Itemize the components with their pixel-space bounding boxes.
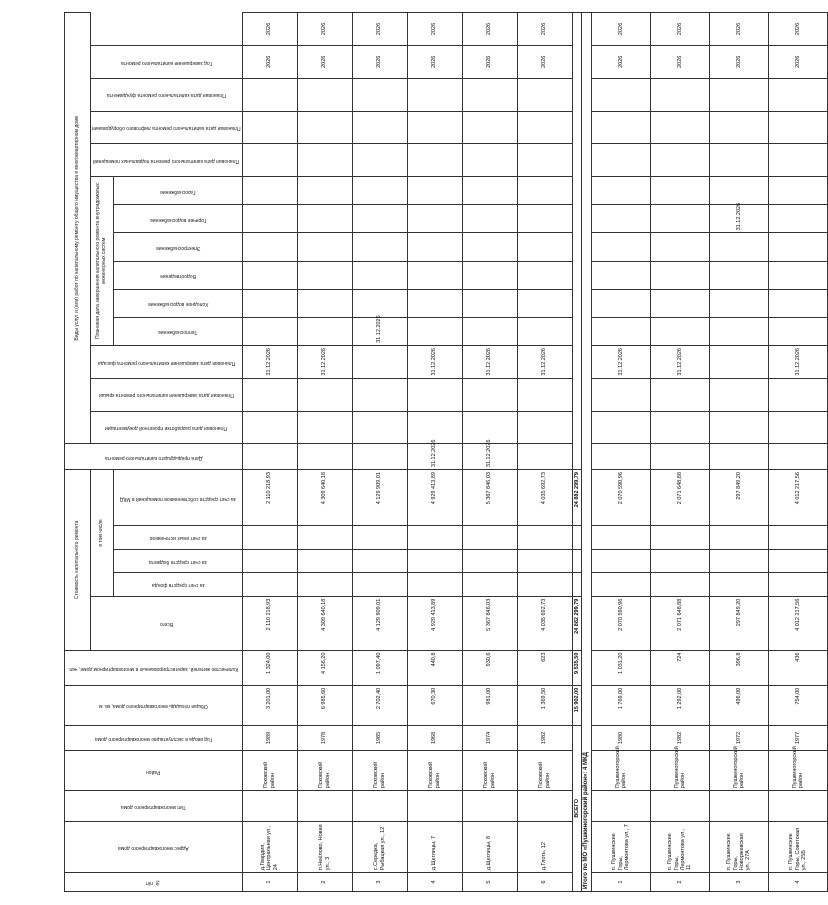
table-row: 4 д.Щеглицы, 7 Псковский район 1968 670,30 440,8 4 929 413,89 4 929 413,89 31.12.2026 31.12.2026 2026 2026	[407, 13, 462, 892]
header-cold: Холодное водоснабжение	[114, 289, 242, 317]
header-lift: Плановая дата капитального ремонта лифтового оборудования	[91, 111, 243, 144]
table-row: 1 д.Гвардия, Центральная ул., 24 Псковский район 1989 3 201,00 1 324,00 2 110 218,93 2 110 218,93 31.12.2026 2026 2026	[242, 13, 297, 892]
header-date-prev: Дата предыдущего капитального ремонта	[65, 444, 243, 470]
table-row: 1 п. Пушкинские Горы, Лермонтова ул., 7 Пушкиногорский район 1980 1 769,00 1 031,20 2 070 590,96 2 070 590,96 31.12.2026 2026 2026	[591, 13, 650, 892]
header-works-group: Виды услуг и (или) работ по капитальному ремонту общего имущества в многоквартирном доме	[65, 13, 91, 444]
header-basement: Плановая дата капитального ремонта подвальных помещений	[91, 144, 243, 177]
table-row: 6 д.Глоть, 12 Псковский район 1982 1 369,50 623 4 035 692,73 4 035 692,73 31.12.2026 2026 2026	[517, 13, 572, 892]
table-row: 3 с.Середка, Рыбацкая ул., 12 Псковский район 1985 2 702,40 1 097,40 4 129 909,01 4 129 909,01 31.12.2026 2026 2026	[352, 13, 407, 892]
table-row: 2 п. Пушкинские Горы, Лермонтова ул., 11 Пушкиногорский район 1982 1 292,00 724 2 071 648,88 2 071 648,88 31.12.2026 2026 2026	[650, 13, 709, 892]
header-year: Год ввода в эксплуатацию многоквартирного дома	[65, 725, 243, 751]
header-cost-fund: за счет средств фонда	[114, 573, 242, 596]
header-sewer: Водоотведение	[114, 261, 242, 289]
header-cost-budget: за счет средств бюджета	[114, 549, 242, 572]
header-area: Общая площадь многоквартирного дома, кв. м	[65, 685, 243, 725]
header-num: № п/п	[65, 873, 243, 892]
total-row: ВСЕГО 15 902,00 9 535,50 24 882 299,79 24 882 299,79	[572, 13, 581, 892]
header-roof: Плановая дата завершения капитального ремонта крыши	[91, 378, 243, 411]
header-district: Район	[65, 751, 243, 791]
header-heat: Теплоснабжение	[114, 317, 242, 345]
header-cost-other: за счет иных источников	[114, 526, 242, 549]
header-docs: Плановая дата разработки проектной документации	[91, 411, 243, 444]
table-row: 4 п. Пушкинские Горы, Советская ул., 25Б Пушкиногорский район 1977 754,00 436 4 012 217,56 4 012 217,56 31.12.2026 2026 2026	[768, 13, 827, 892]
header-plan-group: Плановая дата завершения капитального ремонта внутридомовых инженерных систем	[91, 177, 114, 346]
header-gas: Газоснабжение	[114, 177, 242, 205]
header-year-end: Год завершения капитального ремонта	[91, 45, 243, 78]
repair-plan-table	[64, 12, 828, 892]
header-foundation: Плановая дата капитального ремонта фундамента	[91, 78, 243, 111]
header-wall: Тип многоквартирного дома	[65, 791, 243, 821]
header-facade: Плановая дата завершения капитального ремонта фасада	[91, 345, 243, 378]
table-row: 3 п. Пушкинские Горы, Новоржевская ул., 27А Пушкиногорский район 1972 496,00 396,8 297 849,20 297 849,20 31.12.2026 2026 2026	[709, 13, 768, 892]
header-elec: Электроснабжение	[114, 233, 242, 261]
rotated-sheet	[64, 12, 807, 892]
header-people: Количество жителей, зарегистрированных в многоквартирном доме, чел.	[65, 650, 243, 685]
header-incl: в том числе	[91, 470, 114, 597]
table-row: 5 д.Щеглицы, 8 Псковский район 1974 981,00 930,6 5 367 846,03 5 367 846,03 31.12.2026 31.12.2026 2026 2026	[462, 13, 517, 892]
header-cost-group: Стоимость капитального ремонта	[65, 470, 91, 650]
section-row: Итого по МО «Пушкиногорский район»: 4 МКД	[581, 13, 591, 892]
header-cost-total: Всего	[91, 596, 243, 650]
header-cost-owners: за счет средств собственников помещений в МКД	[114, 470, 242, 526]
table-row: 2 п.Неёлово, Новая ул., 3 Псковский район 1978 6 985,60 4 156,20 4 309 640,18 4 309 640,18 31.12.2026 2026 2026	[297, 13, 352, 892]
header-hot: Горячее водоснабжение	[114, 205, 242, 233]
header-address: Адрес многоквартирного дома	[65, 821, 243, 873]
